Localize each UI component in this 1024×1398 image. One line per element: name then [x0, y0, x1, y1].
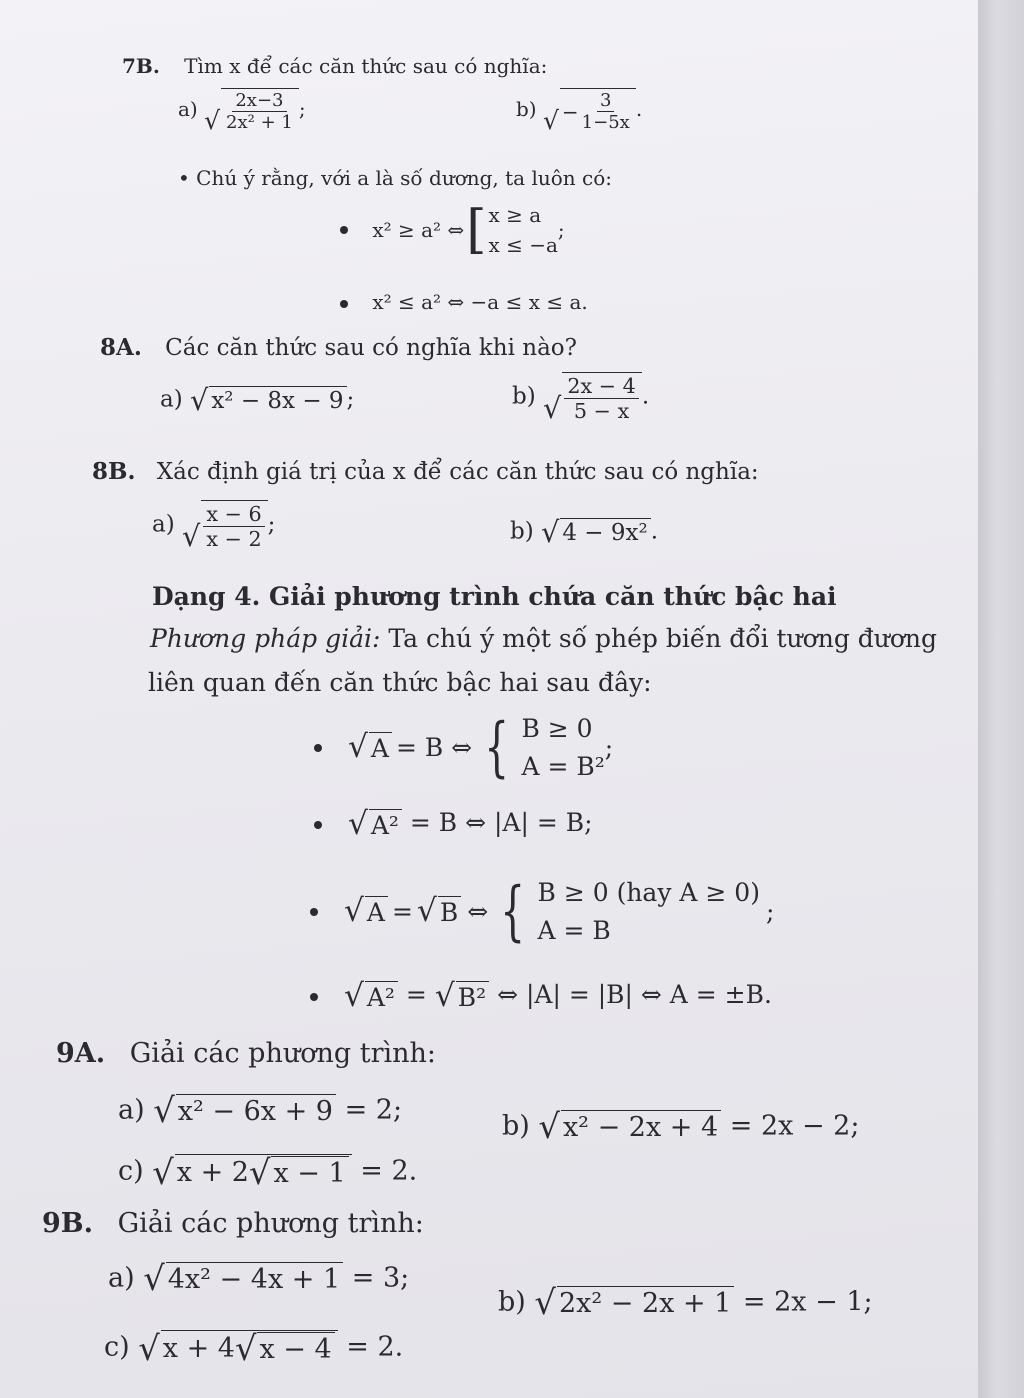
case-bottom: x ≤ −a — [488, 233, 558, 257]
exercise-9b-b: b) √ 2x² − 2x + 1 = 2x − 1; — [498, 1283, 873, 1322]
bullet-icon — [310, 993, 318, 1001]
punct: . — [650, 518, 659, 545]
method-line-2: liên quan đến căn thức bậc hai sau đây: — [148, 668, 652, 697]
exercise-label: 9A. — [56, 1038, 106, 1069]
item-label: b) — [516, 97, 537, 121]
equation-rest: = 3; — [351, 1262, 410, 1294]
bullet-icon — [314, 744, 322, 752]
exercise-8a-header — [100, 334, 577, 361]
exercise-label: 8A. — [100, 334, 142, 361]
equation-rest: = 2. — [360, 1155, 418, 1187]
exercise-8a-a — [160, 383, 355, 417]
exercise-title: Xác định giá trị của x để các căn thức sau có nghĩa: — [156, 459, 759, 485]
formula-rest: ⇔ |A| = |B| ⇔ A = ±B. — [497, 980, 772, 1009]
sqrt-expression: √ $\frac{2x - 4}{5 - x}$ — [543, 372, 642, 423]
radicand: 4x² − 4x + 1 — [166, 1262, 343, 1296]
radicand: 2x² − 2x + 1 — [557, 1286, 734, 1320]
item-label: a) — [160, 386, 183, 413]
inner-radicand: x − 1 — [271, 1156, 348, 1190]
item-label: b) — [498, 1286, 526, 1318]
radicand: x² − 8x − 9 — [209, 386, 346, 415]
radicand: A² — [369, 809, 402, 840]
note-text: • Chú ý rằng, với a là số dương, ta luôn có: — [178, 166, 613, 190]
brace-icon: { — [484, 710, 510, 785]
note-line-1 — [340, 200, 565, 260]
case-bottom: A = B² — [521, 751, 605, 781]
sqrt-expression: √ $\frac{x - 6}{x - 2}$ — [182, 500, 268, 551]
item-label: b) — [510, 518, 534, 545]
exercise-9a-a: a) √ x² − 6x + 9 = 2; — [118, 1091, 403, 1130]
case-top: B ≥ 0 (hay A ≥ 0) — [537, 878, 760, 907]
exercise-7b-a — [178, 88, 306, 133]
item-label: c) — [104, 1331, 130, 1363]
sqrt-expression: √ − $\frac{3}{1-5x}$ — [543, 88, 636, 133]
formula-4: √ A² = √ B² ⇔ |A| = |B| ⇔ A = ±B. — [310, 980, 772, 1012]
exercise-9a-header — [56, 1038, 436, 1069]
exercise-8b-b — [510, 515, 659, 549]
numerator: 2x−3 — [232, 90, 286, 112]
radicand: 4 − 9x² — [560, 518, 650, 547]
exercise-9a-c: c) √ x + 2 √ x − 1 = 2. — [118, 1153, 418, 1192]
exercise-9b-header — [42, 1208, 424, 1239]
minus-sign: − — [561, 99, 579, 124]
punct: . — [635, 97, 643, 121]
punct: ; — [604, 733, 614, 762]
case-top: B ≥ 0 — [521, 714, 593, 743]
radicand: A² — [365, 981, 398, 1012]
exercise-7b-header — [122, 54, 547, 78]
item-label: b) — [512, 383, 536, 410]
equation-rest: = 2; — [344, 1094, 403, 1126]
sqrt-expression: √ $\frac{2x-3}{\text{2x² + 1}}$ — [204, 88, 299, 133]
formula-left: x² ≥ a² ⇔ — [372, 218, 465, 242]
radicand-prefix: x + 4 — [162, 1333, 235, 1365]
bullet-icon — [314, 821, 322, 829]
denominator: 5 − x — [573, 399, 630, 423]
method-label: Phương pháp giải: — [150, 624, 381, 653]
case-bottom: A = B — [537, 915, 611, 945]
radicand: B — [438, 896, 461, 927]
exercise-9a-b: b) √ x² − 2x + 4 = 2x − 2; — [502, 1107, 860, 1146]
sqrt-expression: √ x² − 8x − 9 — [190, 386, 347, 415]
equation-rest: = 2x − 1; — [742, 1286, 873, 1318]
exercise-title: Giải các phương trình: — [129, 1038, 437, 1069]
punct: ; — [267, 511, 276, 538]
method-line-1 — [150, 624, 937, 653]
radicand: B² — [456, 981, 489, 1012]
exercise-label: 8B. — [92, 458, 136, 485]
item-label: c) — [118, 1155, 144, 1187]
item-label: b) — [502, 1110, 530, 1142]
page-edge — [978, 0, 1024, 1398]
sqrt-expression: √ 4 − 9x² — [541, 518, 651, 547]
method-text: Ta chú ý một số phép biến đổi tương đương — [380, 624, 938, 653]
equals-sign: = — [391, 897, 413, 926]
punct: ; — [765, 897, 775, 926]
formula-mid: = B ⇔ — [395, 733, 473, 762]
numerator: 2x − 4 — [564, 374, 638, 399]
denominator: x − 2 — [206, 527, 262, 551]
note-line-2 — [340, 290, 588, 314]
bullet-icon — [340, 300, 348, 308]
punct: ; — [346, 386, 355, 413]
exercise-9b-a: a) √ 4x² − 4x + 1 = 3; — [108, 1259, 410, 1298]
formula-2: √ A² = B ⇔ |A| = B; — [314, 808, 593, 840]
exercise-8b-a — [152, 500, 276, 554]
bullet-icon — [340, 226, 348, 234]
item-label: a) — [178, 97, 198, 121]
exercise-label: 9B. — [42, 1208, 94, 1239]
equation-rest: = 2x − 2; — [729, 1110, 860, 1142]
case-top: x ≥ a — [488, 203, 542, 227]
formula-rest: = B ⇔ |A| = B; — [409, 808, 593, 837]
denominator: 2x² + 1 — [226, 112, 293, 133]
bracket-icon: [ — [466, 200, 487, 260]
exercise-label: 7B. — [122, 54, 160, 78]
radicand: A — [365, 896, 388, 927]
punct: ; — [557, 218, 565, 242]
numerator: x − 6 — [203, 502, 264, 527]
item-label: a) — [118, 1094, 145, 1126]
denominator: 1−5x — [581, 112, 630, 133]
equation-rest: = 2. — [346, 1331, 404, 1363]
item-label: a) — [152, 511, 175, 538]
formula-1: √ A = B ⇔ { B ≥ 0 A = B² ; — [314, 710, 613, 785]
exercise-8b-header — [92, 458, 759, 485]
iff-sign: ⇔ — [467, 897, 489, 926]
formula: x² ≤ a² ⇔ −a ≤ x ≤ a. — [372, 290, 588, 314]
exercise-title: Giải các phương trình: — [117, 1208, 424, 1239]
numerator: 3 — [597, 90, 614, 112]
exercise-title: Các căn thức sau có nghĩa khi nào? — [165, 335, 577, 361]
punct: . — [641, 383, 650, 410]
bullet-icon — [310, 908, 318, 916]
formula-3: √ A = √ B ⇔ { B ≥ 0 (hay A ≥ 0) A = B ; — [310, 874, 774, 949]
radicand-prefix: x + 2 — [176, 1157, 249, 1189]
exercise-title: Tìm x để các căn thức sau có nghĩa: — [184, 54, 548, 78]
radicand: x² − 2x + 4 — [561, 1110, 721, 1144]
item-label: a) — [108, 1262, 135, 1294]
exercise-9b-c: c) √ x + 4 √ x − 4 = 2. — [104, 1329, 404, 1368]
exercise-8a-b — [512, 372, 650, 426]
section-heading: Dạng 4. Giải phương trình chứa căn thức bậc hai — [152, 582, 837, 611]
brace-icon: { — [500, 874, 526, 949]
equals-sign: = — [405, 980, 427, 1009]
exercise-7b-b — [516, 88, 642, 133]
radicand: A — [369, 732, 392, 763]
punct: ; — [298, 97, 306, 121]
radicand: x² − 6x + 9 — [176, 1094, 336, 1128]
inner-radicand: x − 4 — [257, 1332, 334, 1366]
